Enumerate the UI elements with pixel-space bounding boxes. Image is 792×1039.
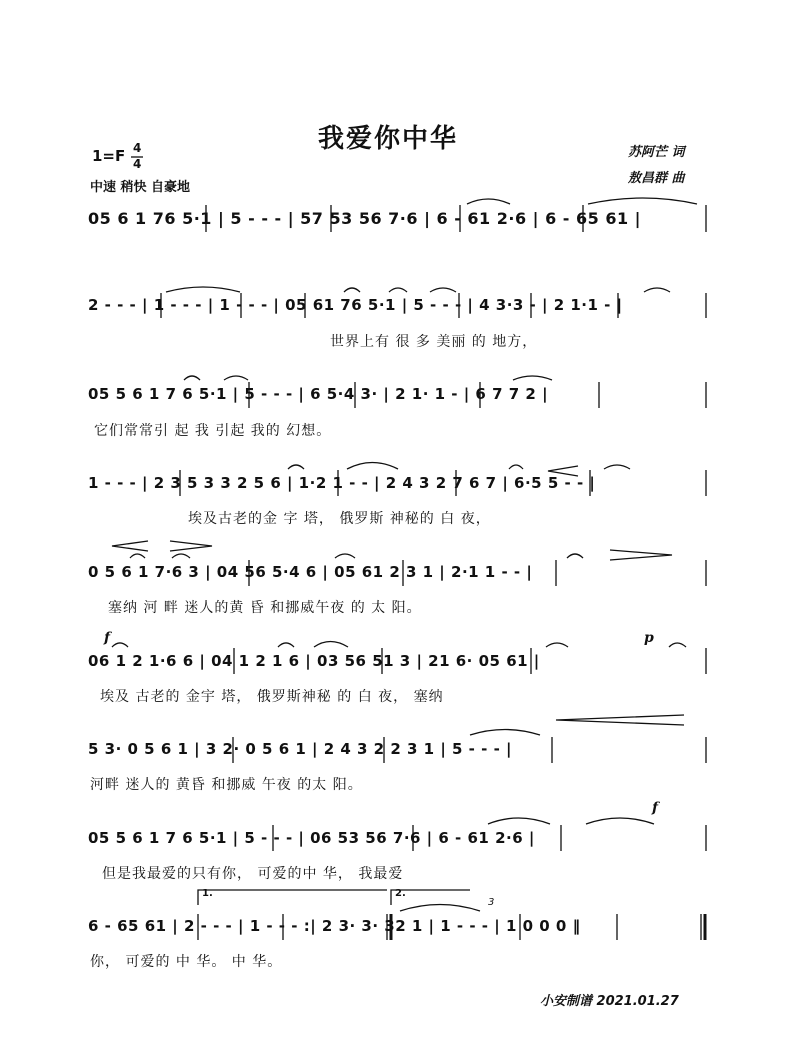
time-signature-bottom: 4 [133,157,142,171]
lyric-line: 世界上有 很 多 美丽 的 地方， [330,334,538,350]
dynamic-f: f [652,800,659,816]
dynamic-p: p [644,630,654,646]
notation-line: 5 3· 0 5 6 1 | 3 2· 0 5 6 1 | 2 4 3 2 2 3 1 | 5 - - - | [88,740,513,758]
tempo-marking: 中速 稍快 自豪地 [90,180,191,195]
lyric-line: 你， 可爱的 中 华。 中 华。 [90,954,283,970]
footer-credit: 小安制谱 2021.01.27 [540,994,679,1009]
triplet-mark: 3 [488,897,495,908]
volta-1-bracket [198,890,387,905]
notation-line: 06 1 2 1·6 6 | 04 1 2 1 6 | 03 56 51 3 | 21 6· 05 61 | [88,652,540,670]
lyric-line: 埃及古老的金 字 塔， 俄罗斯 神秘的 白 夜， [188,511,491,527]
lyricist-credit: 苏阿芒 词 [628,145,685,160]
notation-line: 6 - 65 61 | 2 - - - | 1 - - - :| 2 3· 3· 32 1 | 1 - - - | 1 0 0 0 ‖ [88,917,581,935]
decrescendo-hairpin [170,541,212,551]
dynamic-f: f [104,630,111,646]
lyric-line: 但是我最爱的只有你， 可爱的中 华， 我最爱 [102,866,404,882]
lyric-line: 河畔 迷人的 黄昏 和挪威 午夜 的太 阳。 [90,777,363,793]
notation-line: 2 - - - | 1 - - - | 1 - - - | 05 61 76 5·1 | 5 - - - | 4 3·3 - | 2 1·1 - | [88,296,623,314]
time-signature-top: 4 [133,141,142,155]
crescendo-hairpin [556,715,684,725]
notation-line: 05 5 6 1 7 6 5·1 | 5 - - - | 06 53 56 7·6 | 6 - 61 2·6 | [88,829,535,847]
volta-1-label: 1. [202,888,213,899]
lyric-line: 埃及 古老的 金宇 塔， 俄罗斯神秘 的 白 夜， 塞纳 [100,689,444,705]
lyric-line: 它们常常引 起 我 引起 我的 幻想。 [94,423,332,439]
composer-credit: 敖昌群 曲 [628,171,685,186]
lyric-line: 塞纳 河 畔 迷人的黄 昏 和挪威午夜 的 太 阳。 [108,600,422,616]
notation-line: 0 5 6 1 7·6 3 | 04 56 5·4 6 | 05 61 2 3 1 | 2·1 1 - - | [88,563,533,581]
decrescendo-hairpin [610,550,672,560]
volta-2-label: 2. [395,888,406,899]
notation-line: 05 6 1 76 5·1 | 5 - - - | 57 53 56 7·6 | 6 - 61 2·6 | 6 - 65 61 | [88,209,641,228]
song-title: 我爱你中华 [318,124,459,154]
notation-line: 05 5 6 1 7 6 5·1 | 5 - - - | 6 5·4 3· | 2 1· 1 - | 6 7 7 2 | [88,385,549,403]
crescendo-hairpin [112,541,148,551]
notation-line: 1 - - - | 2 3 5 3 3 2 5 6 | 1·2 1 - - | 2 4 3 2 7 6 7 | 6·5 5 - - | [88,474,596,492]
key-signature: 1=F [92,147,126,165]
